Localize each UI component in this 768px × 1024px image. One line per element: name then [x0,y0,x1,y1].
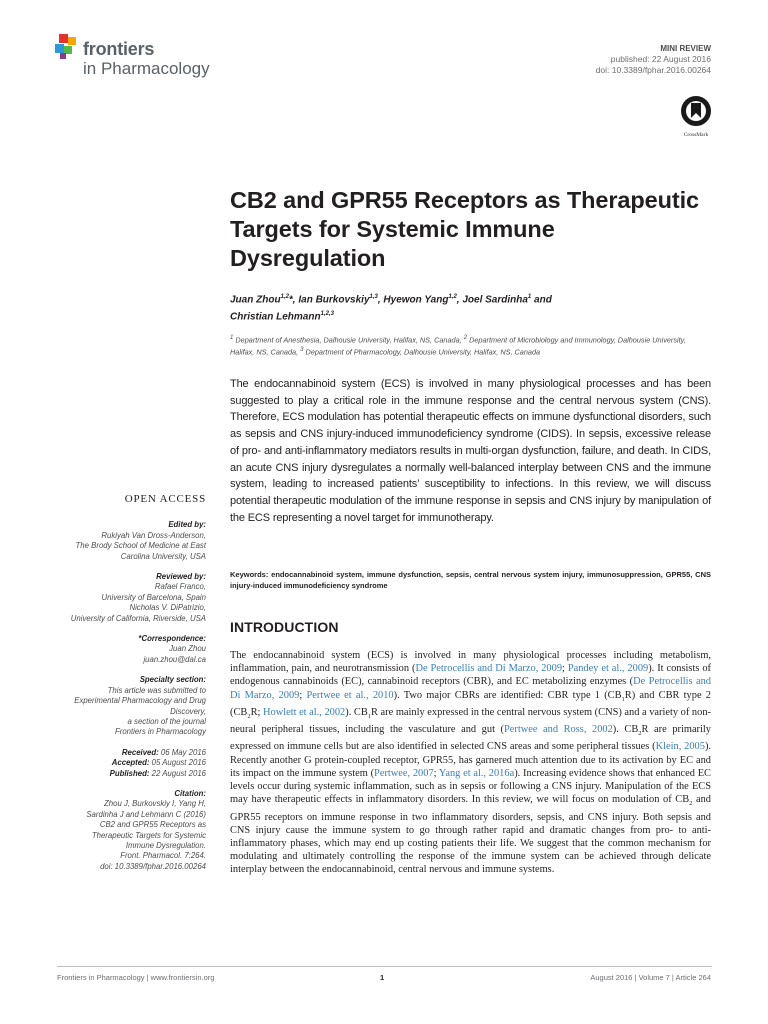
citation-link[interactable]: Pertwee et al., 2010 [306,689,394,701]
subscript: 2 [638,730,642,738]
article-info-sidebar [40,494,206,872]
citation-doi[interactable]: doi: 10.3389/fphar.2016.00264 [100,861,206,871]
editor-line: Rukiyah Van Dross-Anderson, [101,530,206,540]
citation-line: CB2 and GPR55 Receptors as [99,820,206,830]
citation-line: Therapeutic Targets for Systemic [91,830,206,840]
body-text-segment: ). It consists of endogenous cannabinoids (EC), cannabinoid receptors (CBR), and EC metabolizing enzymes ( [230,663,711,688]
journal-name-line1: frontiers [83,39,155,59]
footer-journal-link[interactable]: Frontiers in Pharmacology | www.frontiersin.org [57,973,215,982]
author-separator: , [377,294,384,306]
affiliation-text: Department of Pharmacology, Dalhousie University, Halifax, NS, Canada [303,347,541,357]
body-text-segment: R are mainly expressed in the central nervous system (CNS) and a variety of non-neural peripheral tissues, including the vasculature and gut ( [230,706,711,736]
published-date-sidebar [40,769,206,779]
accepted-label: Accepted: [111,758,150,768]
accepted-date [40,758,206,768]
affiliation-number: 1 [230,335,234,341]
keywords: Keywords: endocannabinoid system, immune dysfunction, sepsis, central nervous system injury, immunosuppression, GPR55, CNS injury-induced immunodeficiency syndrome [230,570,711,590]
body-text-segment: ; [299,689,307,701]
author-name[interactable]: Joel Sardinha [462,294,528,306]
received-date [40,748,206,758]
body-text-segment: ). Recently another G protein-coupled receptor, GPR55, has garnered much attention due to its activation by EC and its impact on the immune system ( [230,741,712,779]
article-doi[interactable]: doi: 10.3389/fphar.2016.00264 [595,65,711,75]
journal-name-line2: in Pharmacology [83,59,210,78]
citation-heading: Citation: [174,788,206,798]
author-name[interactable]: Hyewon Yang [383,294,449,306]
citation-link[interactable]: Klein, 2005 [655,741,705,753]
article-title: CB2 and GPR55 Receptors as Therapeutic Targets for Systemic Immune Dysregulation [230,187,699,271]
body-text-segment: R; [250,706,263,718]
page-number: 1 [380,973,385,982]
specialty-line: a section of the journal [127,716,206,726]
footer-volume-info: August 2016 | Volume 7 | Article 264 [590,973,711,982]
crossmark-label: CrossMark [683,132,709,138]
body-text-segment: ). CB [612,724,639,736]
specialty-section-heading: Specialty section: [139,675,206,685]
article-meta [596,43,711,76]
author-affiliation-sup: 1,2,3 [320,311,334,318]
reviewer-line: Rafael Franco, [154,582,206,592]
body-text-segment: ). Increasing evidence shows that enhanced EC levels occur during systemic inflammation, such as in sepsis or following a CNS injury. Manipulation of the ECS may have therapeutic effects in inflammatory disorders. In this review, we will focus on modulation of CB [230,767,711,806]
editor-line: The Brody School of Medicine at East [75,541,206,551]
author-affiliation-sup: 1,3 [369,294,378,300]
body-text-segment: The endocannabinoid system (ECS) is involved in many physiological processes including metabolism, inflammation, pain, and neurotransmission ( [230,650,711,675]
correspondence-email[interactable]: juan.zhou@dal.ca [143,654,206,664]
body-text-segment: ; [433,767,439,779]
body-text-segment: ; [562,663,568,675]
open-access-label: OPEN ACCESS [124,493,206,505]
body-text-segment: R are primarily expressed on immune cells but are also identified in selected CNS areas and some peripheral tissues ( [230,724,711,753]
body-text-segment: and GPR55 receptors on immune response in two inflammatory disorders, sepsis, and CNS injury. Both sepsis and CNS injury cause the immune system to go through rather rapid and dramatic changes from pro- to anti-inflammatory phases, which may end up costing patients their life. We suggest that the common mechanism for modulating and ultimately controlling the response of the immune system can be achieved through delicate interplay between the endocannabinoid, central nervous and immune systems. [230,794,711,876]
reviewer-line: Nicholas V. DiPatrizio, [129,603,206,613]
citation-link[interactable]: Pertwee, 2007 [374,767,434,779]
author-separator: *, [288,294,299,306]
specialty-line: Experimental Pharmacology and Drug [74,696,206,706]
citation-line: Sardinha J and Lehmann C (2016) [86,809,206,819]
citation-line: Zhou J, Burkovskiy I, Yang H, [104,799,206,809]
author-name[interactable]: Ian Burkovskiy [298,294,370,306]
editor-line: Carolina University, USA [120,551,206,561]
citation-link[interactable]: De Petrocellis and Di Marzo, 2009 [415,663,563,675]
body-text-segment: ). Two major CBRs are identified: CBR type 1 (CB [393,689,622,701]
subscript: 1 [621,695,625,703]
affiliation-number: 2 [463,335,468,341]
accepted-value: 05 August 2016 [149,758,206,768]
edited-by-heading: Edited by: [168,520,206,530]
published-value: 22 August 2016 [149,768,206,778]
article-type: MINI REVIEW [660,44,711,53]
received-label: Received: [121,747,159,757]
affiliation-text: Department of Microbiology and Immunology, Dalhousie University, Halifax, NS, Canada, [230,335,686,357]
author-affiliation-sup: 1,2 [280,294,289,300]
abstract: The endocannabinoid system (ECS) is involved in many physiological processes and has been suggested to play a critical role in the immune response and the central nervous system (CNS). Therefore, ECS modulation has potential therapeutic effects on immune dysfunctional disorders, such as sepsis and CNS injury-induced immunodeficiency syndrome (CIDS). In sepsis, excessive release of pro- and anti-inflammatory mediators results in multi-organ dysfunction, failure, and death. In CIDS, an acute CNS injury dysregulates a normally well-balanced interplay between CNS and the immune system, leading to increased patients’ susceptibility to infections. In this review, we will discuss potential therapeutic modulation of the immune response in sepsis and CNS injury by manipulation of the ECS representing a novel target for immunotherapy. [230,378,711,524]
reviewer-line: University of California, Riverside, USA [70,613,206,623]
correspondence-name: Juan Zhou [169,644,206,654]
published-date: published: 22 August 2016 [610,54,711,64]
body-text-segment: R) and CBR type 2 (CB [230,689,711,718]
citation-line: Front. Pharmacol. 7:264. [120,851,206,861]
citation-line: Immune Dysregulation. [125,840,206,850]
body-text-segment: ). CB [345,706,368,718]
affiliation-number: 3 [300,347,304,354]
crossmark-icon [681,96,711,126]
introduction-body [230,649,711,877]
affiliations [230,333,710,358]
section-heading-introduction: INTRODUCTION [230,619,339,635]
citation-link[interactable]: Pertwee and Ross, 2002 [504,724,613,736]
subscript: 2 [247,712,251,720]
reviewed-by-heading: Reviewed by: [156,572,206,582]
subscript: 2 [689,800,693,808]
specialty-line: This article was submitted to [107,685,206,695]
author-name[interactable]: Christian Lehmann [230,311,321,323]
author-affiliation-sup: 1 [527,294,532,300]
specialty-line: Frontiers in Pharmacology [114,727,206,737]
citation-link[interactable]: Howlett et al., 2002 [263,706,346,718]
journal-logo[interactable] [55,32,255,82]
correspondence-heading: *Correspondence: [138,634,206,644]
author-list [230,290,710,325]
citation-link[interactable]: Yang et al., 2016a [438,767,515,779]
author-affiliation-sup: 1,2 [448,294,457,300]
author-name[interactable]: Juan Zhou [230,294,281,306]
published-label: Published: [109,768,150,778]
citation-link[interactable]: De Petrocellis and Di Marzo, 2009 [230,676,711,701]
received-value: 06 May 2016 [158,747,206,757]
author-separator: and [531,294,552,306]
reviewer-line: University of Barcelona, Spain [101,592,206,602]
specialty-line: Discovery, [170,706,206,716]
author-separator: , [456,294,463,306]
citation-link[interactable]: Pandey et al., 2009 [567,663,649,675]
subscript: 1 [367,712,372,720]
affiliation-text: Department of Anesthesia, Dalhousie University, Halifax, NS, Canada, [233,335,464,345]
frontiers-logo-icon [55,34,81,60]
crossmark-badge[interactable] [680,96,712,138]
footer-divider [57,966,712,967]
